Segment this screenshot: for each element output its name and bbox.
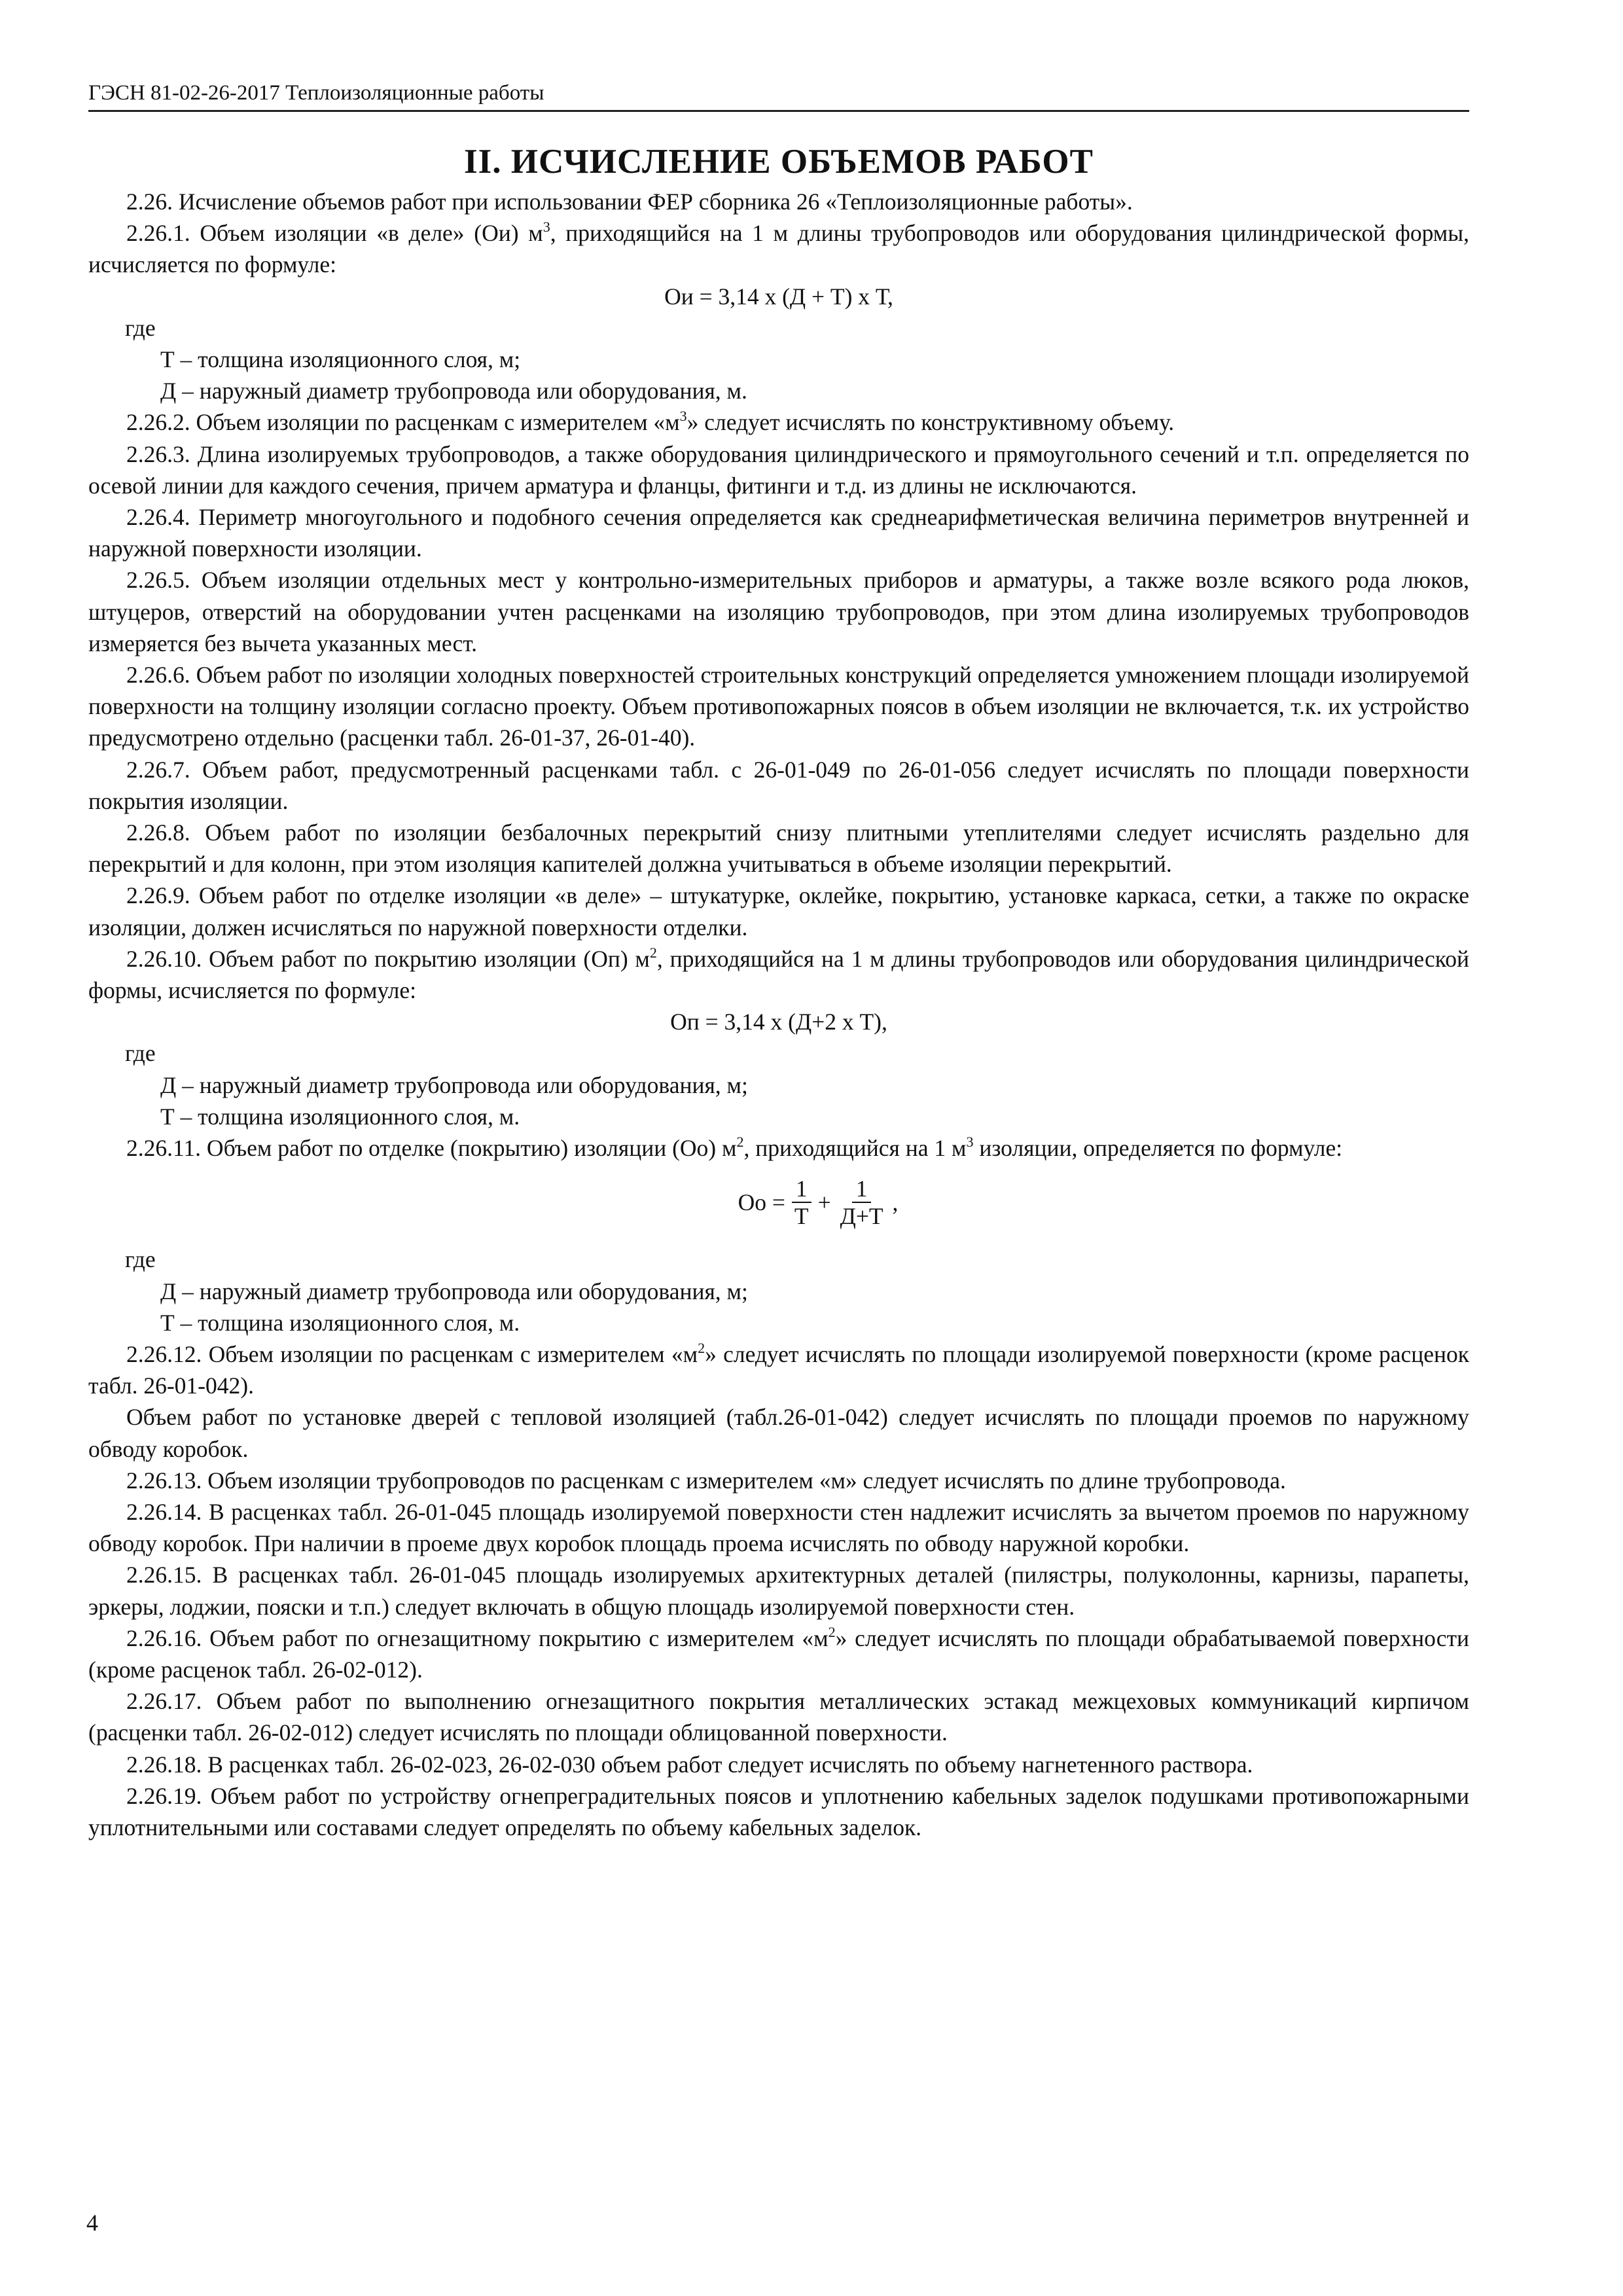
- formula-covering-volume: Оп = 3,14 х (Д+2 х Т),: [670, 1009, 887, 1035]
- paragraph-2-26-7: 2.26.7. Объем работ, предусмотренный расценками табл. с 26-01-049 по 26-01-056 следует исчислять по площади поверхности покрытия изоляции.: [88, 756, 1469, 814]
- paragraph-2-26-13: 2.26.13. Объем изоляции трубопроводов по расценкам с измерителем «м» следует исчислять по длине трубопровода.: [126, 1467, 1286, 1494]
- fraction-denominator: Т: [794, 1203, 809, 1230]
- paragraph-2-26-14: 2.26.14. В расценках табл. 26-01-045 площадь изолируемой поверхности стен надлежит исчислять за вычетом проемов по наружному обводу коробок. При наличии в проеме двух коробок площадь проема исчислять по обводу наружной коробки.: [88, 1498, 1469, 1557]
- superscript: 3: [543, 219, 550, 236]
- definition-diameter: Д – наружный диаметр трубопровода или оборудования, м;: [160, 1278, 748, 1304]
- formula-plus: +: [817, 1189, 831, 1216]
- superscript: 2: [828, 1623, 836, 1640]
- definition-diameter: Д – наружный диаметр трубопровода или оборудования, м;: [160, 1071, 748, 1098]
- paragraph-text: 2.26.12. Объем изоляции по расценкам с измерителем «м: [126, 1340, 698, 1367]
- fraction-numerator: 1: [852, 1175, 872, 1203]
- formula-finishing-volume: [88, 1175, 1469, 1236]
- paragraph-2-26-1: [88, 217, 1469, 280]
- fraction-denominator: Д+Т: [840, 1203, 883, 1230]
- paragraph-2-26-3: 2.26.3. Длина изолируемых трубопроводов, а также оборудования цилиндрического и прямоугольного сечений и т.п. определяется по осевой линии для каждого сечения, причем арматура и фланцы, фитинги и т.д. из длины не исключаются.: [88, 440, 1469, 499]
- paragraph-2-26-17: 2.26.17. Объем работ по выполнению огнезащитного покрытия металлических эстакад межцеховых коммуникаций кирпичом (расценки табл. 26-02-012) следует исчислять по площади облицованной поверхности.: [88, 1688, 1469, 1746]
- formula-lhs: Оо =: [738, 1189, 785, 1216]
- paragraph-2-26-6: 2.26.6. Объем работ по изоляции холодных поверхностей строительных конструкций определяется умножением площади изолируемой поверхности на толщину изоляции согласно проекту. Объем противопожарных поясов в объем изоляции не включается, т.к. их устройство предусмотрено отдельно (расценки табл. 26-01-37, 26-01-40).: [88, 662, 1469, 751]
- paragraph-2-26-16: [88, 1623, 1469, 1685]
- superscript: 2: [736, 1134, 744, 1151]
- paragraph-2-26-8: 2.26.8. Объем работ по изоляции безбалочных перекрытий снизу плитными утеплителями следует исчислять раздельно для перекрытий и для колонн, при этом изоляция капителей должна учитываться в объеме изоляции перекрытий.: [88, 819, 1469, 878]
- page-content: [88, 137, 1469, 1843]
- paragraph-text: , приходящийся на 1 м длины трубопроводов или оборудования цилиндрической формы, исчисляется по формуле:: [88, 220, 1469, 278]
- fraction-numerator: 1: [792, 1175, 812, 1203]
- definition-thickness: Т – толщина изоляционного слоя, м.: [160, 1103, 520, 1130]
- formula-insulation-volume: Ои = 3,14 х (Д + Т) х Т,: [664, 283, 893, 310]
- paragraph-text: , приходящийся на 1 м: [743, 1135, 967, 1162]
- where-label: где: [125, 1246, 156, 1273]
- superscript: 2: [649, 944, 657, 961]
- paragraph-2-26-5: 2.26.5. Объем изоляции отдельных мест у контрольно-измерительных приборов и арматуры, а также возле всякого рода люков, штуцеров, отверстий на оборудовании учтен расценками на изоляцию трубопроводов, при этом длина изолируемых трубопроводов измеряется без вычета указанных мест.: [88, 567, 1469, 656]
- paragraph-text: 2.26.16. Объем работ по огнезащитному покрытию с измерителем «м: [126, 1624, 829, 1651]
- paragraph-text: , приходящийся на 1 м длины трубопроводов или оборудования цилиндрической формы, исчисляется по формуле:: [88, 945, 1469, 1004]
- superscript: 3: [966, 1134, 974, 1151]
- paragraph-2-26-12: [88, 1338, 1469, 1401]
- paragraph-text: 2.26.1. Объем изоляции «в деле» (Ои) м: [126, 220, 543, 247]
- paragraph-2-26: 2.26. Исчисление объемов работ при использовании ФЕР сборника 26 «Теплоизоляционные работы».: [126, 188, 1133, 215]
- paragraph-text: 2.26.2. Объем изоляции по расценкам с измерителем «м: [126, 409, 680, 436]
- definition-thickness: Т – толщина изоляционного слоя, м;: [160, 346, 521, 373]
- paragraph-text: » следует исчислять по площади обрабатываемой поверхности (кроме расценок табл. 26-02-012).: [88, 1624, 1470, 1683]
- paragraph-2-26-9: 2.26.9. Объем работ по отделке изоляции «в деле» – штукатурке, оклейке, покрытию, установке каркаса, сетки, а также по окраске изоляции, должен исчисляться по наружной поверхности отделки.: [88, 882, 1469, 941]
- paragraph-text: 2.26.11. Объем работ по отделке (покрытию) изоляции (Оо) м: [126, 1135, 737, 1162]
- paragraph-2-26-10: [88, 943, 1469, 1006]
- paragraph-2-26-11: [88, 1132, 1469, 1164]
- paragraph-2-26-2: [88, 406, 1469, 438]
- definition-thickness: Т – толщина изоляционного слоя, м.: [160, 1309, 520, 1336]
- formula-tail: ,: [892, 1189, 899, 1216]
- superscript: 3: [679, 408, 687, 425]
- paragraph-2-26-19: 2.26.19. Объем работ по устройству огнепреградительных поясов и уплотнению кабельных заделок подушками противопожарными уплотнительными или составами следует определять по объему кабельных заделок.: [88, 1782, 1469, 1840]
- where-label: где: [125, 314, 156, 341]
- paragraph-doors: Объем работ по установке дверей с тепловой изоляцией (табл.26-01-042) следует исчислять по площади проемов по наружному обводу коробок.: [88, 1404, 1469, 1462]
- formula-fraction-group: [738, 1175, 899, 1229]
- superscript: 2: [698, 1339, 705, 1356]
- fraction-one-over-t: [791, 1175, 813, 1229]
- paragraph-2-26-15: 2.26.15. В расценках табл. 26-01-045 площадь изолируемых архитектурных деталей (пилястры, полуколонны, карнизы, парапеты, эркеры, лоджии, пояски и т.п.) следует включать в общую площадь изолируемой поверхности стен.: [88, 1562, 1469, 1620]
- paragraph-text: изоляции, определяется по формуле:: [973, 1135, 1343, 1162]
- page-number: 4: [86, 2210, 98, 2236]
- paragraph-2-26-4: 2.26.4. Периметр многоугольного и подобного сечения определяется как среднеарифметическая величина периметров внутренней и наружной поверхности изоляции.: [88, 504, 1469, 562]
- running-header: ГЭСН 81-02-26-2017 Теплоизоляционные работы: [88, 77, 1469, 112]
- paragraph-text: » следует исчислять по конструктивному объему.: [687, 409, 1175, 436]
- where-label: где: [125, 1040, 156, 1067]
- paragraph-2-26-18: 2.26.18. В расценках табл. 26-02-023, 26-02-030 объем работ следует исчислять по объему нагнетенного раствора.: [126, 1751, 1253, 1778]
- fraction-one-over-d-plus-t: [836, 1175, 887, 1229]
- section-title: II. ИСЧИСЛЕНИЕ ОБЪЕМОВ РАБОТ: [463, 143, 1094, 181]
- paragraph-text: » следует исчислять по площади изолируемой поверхности (кроме расценок табл. 26-01-042).: [88, 1340, 1469, 1399]
- definition-diameter: Д – наружный диаметр трубопровода или оборудования, м.: [160, 378, 747, 404]
- paragraph-text: 2.26.10. Объем работ по покрытию изоляции (Оп) м: [126, 945, 650, 972]
